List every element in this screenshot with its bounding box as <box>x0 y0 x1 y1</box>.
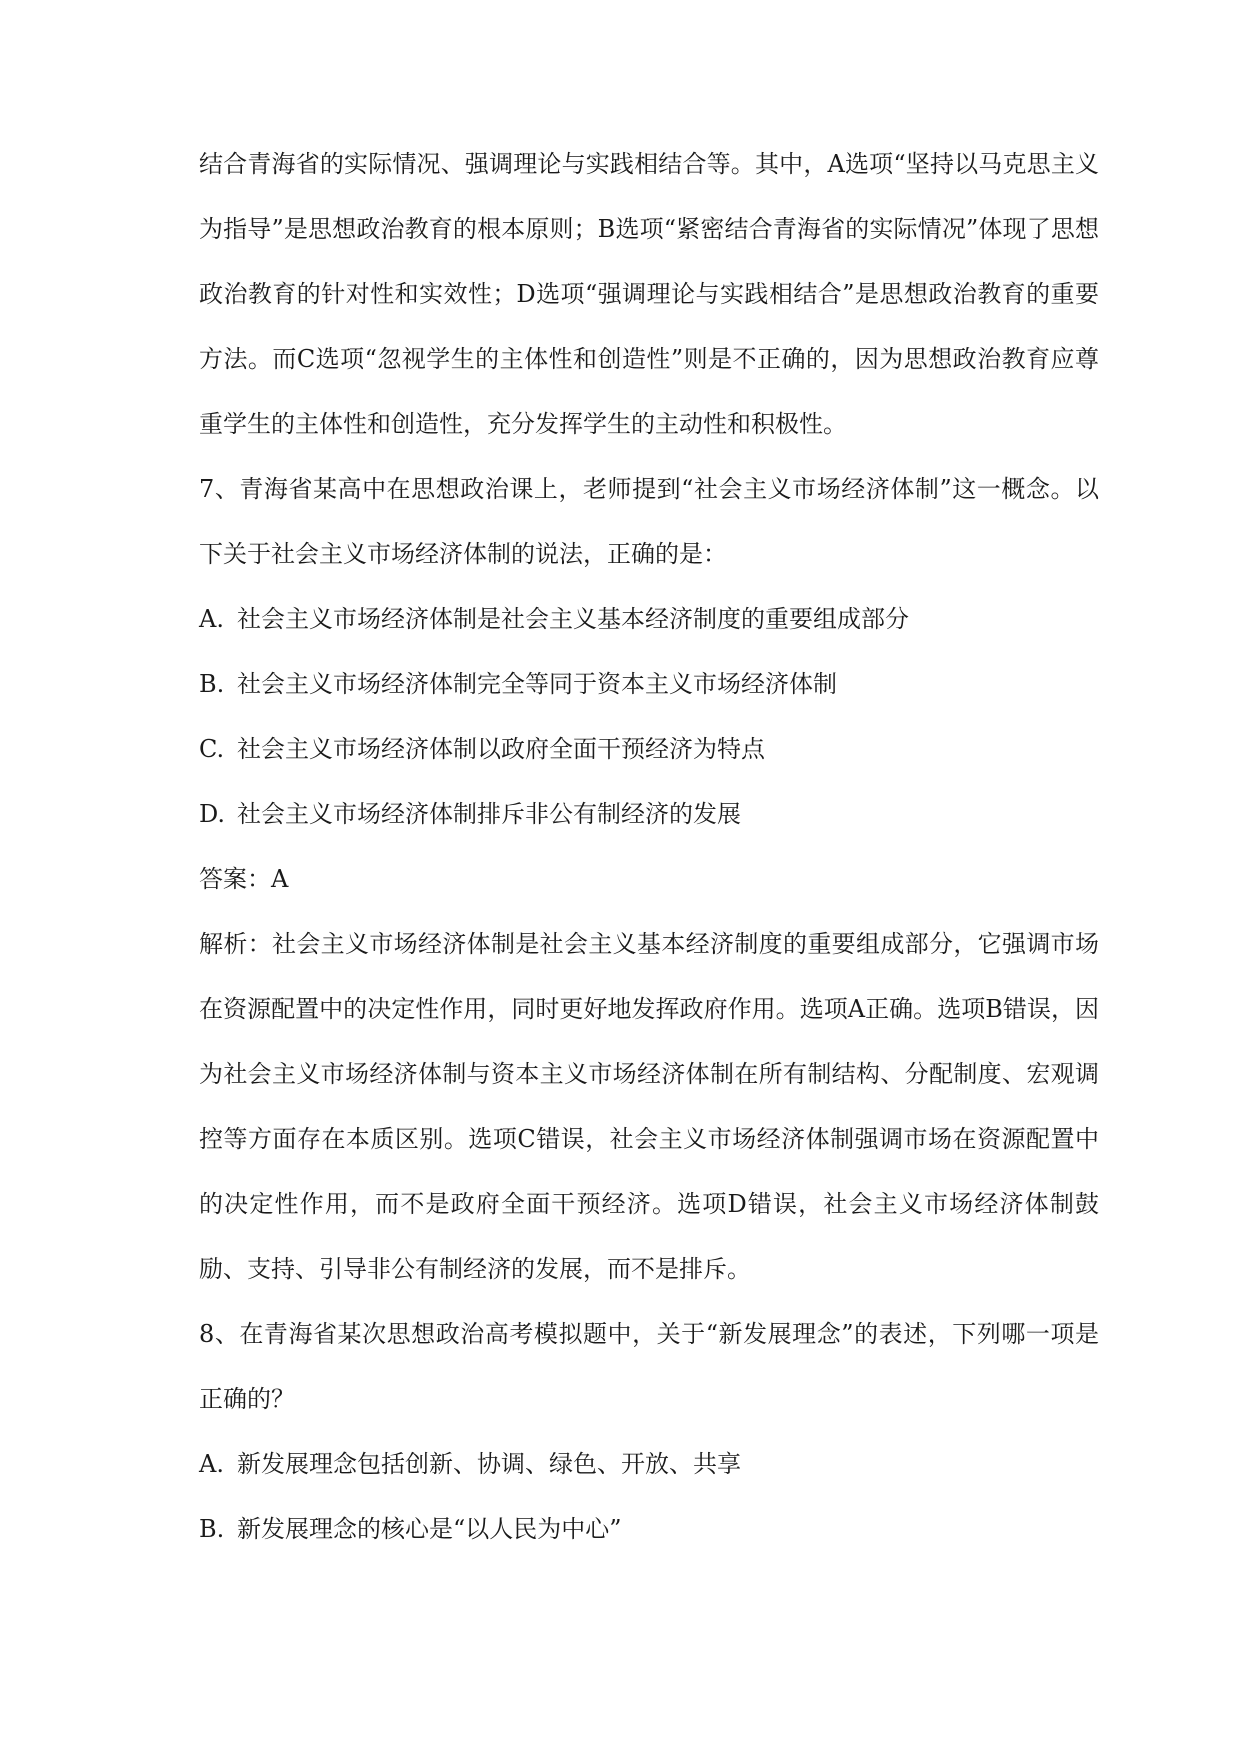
question-7-text: 7、青海省某高中在思想政治课上，老师提到“社会主义市场经济体制”这一概念。以下关于社会主义市场经济体制的说法，正确的是： <box>199 475 1099 568</box>
q7-option-b <box>199 652 1099 717</box>
q8-option-b-text: 新发展理念的核心是“以人民为中心” <box>237 1515 622 1543</box>
q8-option-a-letter: A. <box>199 1450 224 1478</box>
document-body <box>199 132 1099 1562</box>
question-8-text: 8、在青海省某次思想政治高考模拟题中，关于“新发展理念”的表述，下列哪一项是正确的？ <box>199 1320 1099 1413</box>
q7-option-a <box>199 587 1099 652</box>
q8-option-b-letter: B. <box>199 1515 225 1543</box>
q7-option-d-text: 社会主义市场经济体制排斥非公有制经济的发展 <box>237 800 741 828</box>
q7-explanation: 解析：社会主义市场经济体制是社会主义基本经济制度的重要组成部分，它强调市场在资源配置中的决定性作用，同时更好地发挥政府作用。选项A正确。选项B错误，因为社会主义市场经济体制与资本主义市场经济体制在所有制结构、分配制度、宏观调控等方面存在本质区别。选项C错误，社会主义市场经济体制强调市场在资源配置中的决定性作用，而不是政府全面干预经济。选项D错误，社会主义市场经济体制鼓励、支持、引导非公有制经济的发展，而不是排斥。 <box>199 930 1099 1283</box>
explanation-6-continued: 结合青海省的实际情况、强调理论与实践相结合等。其中，A选项“坚持以马克思主义为指导”是思想政治教育的根本原则；B选项“紧密结合青海省的实际情况”体现了思想政治教育的针对性和实效性；D选项“强调理论与实践相结合”是思想政治教育的重要方法。而C选项“忽视学生的主体性和创造性”则是不正确的，因为思想政治教育应尊重学生的主体性和创造性，充分发挥学生的主动性和积极性。 <box>199 150 1099 438</box>
q7-option-a-letter: A. <box>199 605 224 633</box>
q7-option-b-letter: B. <box>199 670 225 698</box>
q8-option-a <box>199 1432 1099 1497</box>
q7-option-c-letter: C. <box>199 735 225 763</box>
q7-option-a-text: 社会主义市场经济体制是社会主义基本经济制度的重要组成部分 <box>237 605 909 633</box>
q8-option-b <box>199 1497 1099 1562</box>
q7-option-d <box>199 782 1099 847</box>
q7-option-b-text: 社会主义市场经济体制完全等同于资本主义市场经济体制 <box>237 670 837 698</box>
q7-option-d-letter: D. <box>199 800 226 828</box>
q7-answer: 答案：A <box>199 865 289 893</box>
q8-option-a-text: 新发展理念包括创新、协调、绿色、开放、共享 <box>237 1450 741 1478</box>
q7-option-c-text: 社会主义市场经济体制以政府全面干预经济为特点 <box>237 735 765 763</box>
q7-option-c <box>199 717 1099 782</box>
